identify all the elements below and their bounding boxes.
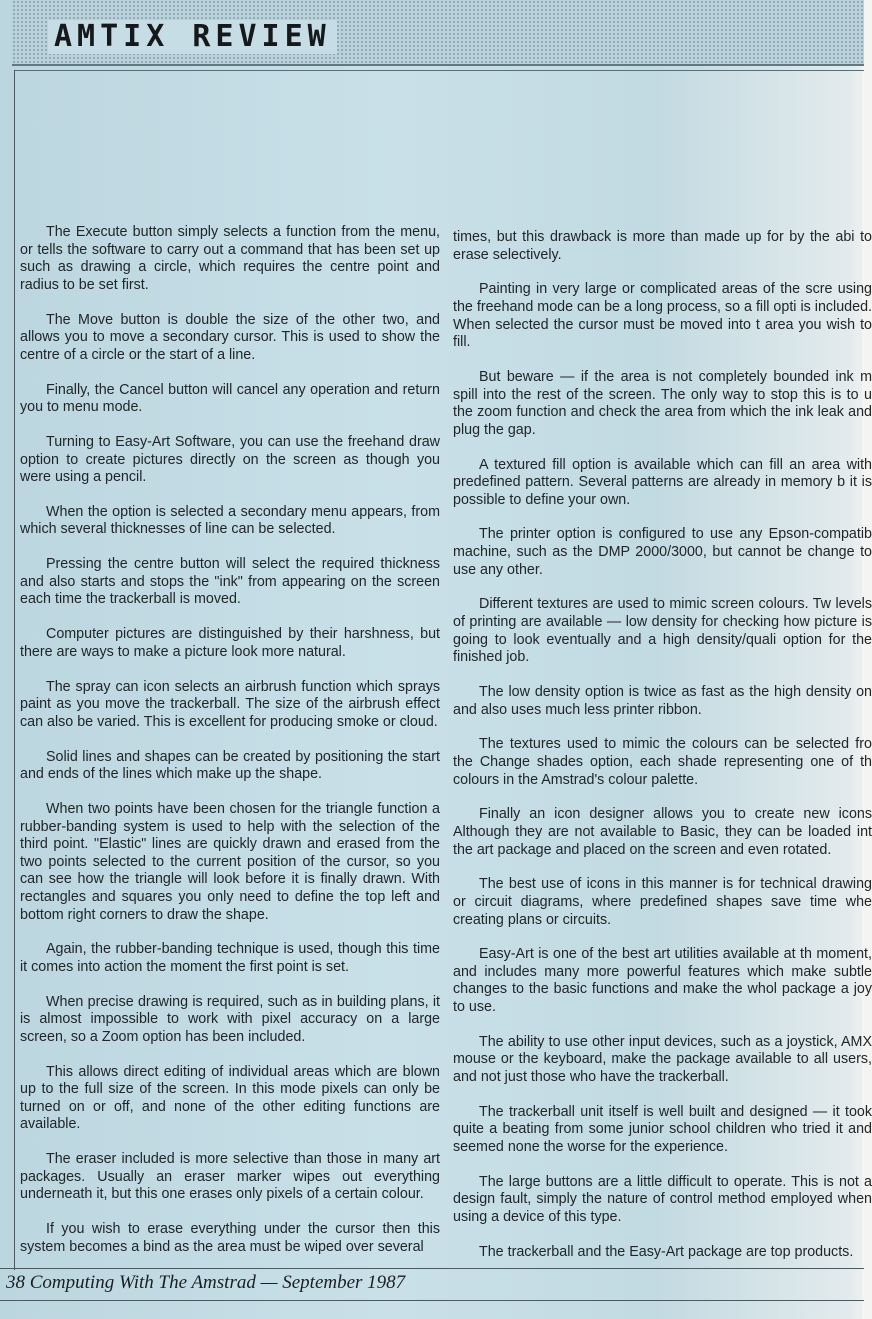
article-paragraph: Finally, the Cancel button will cancel any operation and return you to menu mode.: [20, 381, 440, 416]
article-paragraph: Finally an icon designer allows you to create new icons Although they are not available to Basic, they can be loaded int the art package and placed on the screen and even rotated.: [453, 806, 872, 858]
left-column: [20, 224, 440, 1256]
footer-rule-top: [0, 1268, 864, 1269]
article-paragraph: Easy-Art is one of the best art utilities available at th moment, and includes many more powerful features which make subtle changes to the basic functions and make the whol package a joy to use.: [453, 946, 872, 1016]
article-paragraph: The best use of icons in this manner is for technical drawing or circuit diagrams, where predefined shapes save time whe creating plans or circuits.: [453, 876, 872, 928]
article-paragraph: The low density option is twice as fast as the high density on and also uses much less printer ribbon.: [453, 684, 872, 718]
article-paragraph: times, but this drawback is more than made up for by the abi to erase selectively.: [453, 229, 872, 263]
article-paragraph: Turning to Easy-Art Software, you can use the freehand draw option to create pictures directly on the screen as though you were using a pencil.: [20, 433, 440, 486]
article-paragraph: Solid lines and shapes can be created by positioning the start and ends of the lines which make up the shape.: [20, 748, 440, 783]
article-paragraph: The Execute button simply selects a function from the menu, or tells the software to carry out a command that has been set up such as drawing a circle, which requires the centre point and radius to be set first.: [20, 224, 440, 293]
article-paragraph: Again, the rubber-banding technique is used, though this time it comes into action the moment the first point is set.: [20, 941, 440, 975]
right-column: [453, 229, 872, 1261]
article-paragraph: Computer pictures are distinguished by their harshness, but there are ways to make a picture look more natural.: [20, 626, 440, 660]
left-margin-rule: [14, 70, 15, 1270]
article-paragraph: Different textures are used to mimic screen colours. Tw levels of printing are available — low density for checking how picture is going to look eventually and a high density/quali option for the finished job.: [453, 596, 872, 666]
article-paragraph: The trackerball and the Easy-Art package are top products.: [479, 1243, 854, 1260]
article-paragraph: The trackerball unit itself is well built and designed — it took quite a beating from some junior school children who tried it and seemed none the worse for the experience.: [453, 1103, 872, 1155]
article-paragraph: The ability to use other input devices, such as a joystick, AMX mouse or the keyboard, make the package available to all users, and not just those who have the trackerball.: [453, 1033, 872, 1086]
article-paragraph: But beware — if the area is not completely bounded ink m spill into the rest of the screen. The only way to stop this is to u the zoom function and check the area from which the ink leak and plug the gap.: [453, 368, 872, 438]
article-paragraph: When two points have been chosen for the triangle function a rubber-banding system is used to help with the selection of the third point. "Elastic" lines are quickly drawn and erased from the two points selected to the current position of the cursor, so you can see how the triangle will look before it is finally drawn. With rectangles and squares you only need to define the top left and bottom right corners to draw the shape.: [20, 800, 440, 923]
article-paragraph: A textured fill option is available which can fill an area with predefined pattern. Several patterns are already in memory b it is possible to define your own.: [453, 456, 872, 508]
article-paragraph: This allows direct editing of individual areas which are blown up to the full size of the screen. In this mode pixels can only be turned on or off, and none of the other editing functions are available.: [20, 1063, 440, 1133]
article-paragraph: Painting in very large or complicated areas of the scre using the freehand mode can be a long process, so a fill opti is included. When selected the cursor must be moved into t area you wish to fill.: [453, 281, 872, 351]
footer-rule-bottom: [0, 1300, 864, 1301]
article-paragraph: Pressing the centre button will select the required thickness and also starts and stops the "ink" from appearing on the screen each time the trackerball is moved.: [20, 556, 440, 608]
article-paragraph: When the option is selected a secondary menu appears, from which several thicknesses of line can be selected.: [20, 503, 440, 538]
article-paragraph: When precise drawing is required, such as in building plans, it is almost impossible to work with pixel accuracy on a large screen, so a Zoom option has been included.: [20, 993, 440, 1045]
masthead-title: AMTIX REVIEW: [48, 20, 337, 54]
header-band: [12, 0, 864, 66]
article-paragraph: The eraser included is more selective than those in many art packages. Usually an eraser marker wipes out everything underneath it, but this one erases only pixels of a certain colour.: [20, 1151, 440, 1203]
article-paragraph: The spray can icon selects an airbrush function which sprays paint as you move the trackerball. The size of the airbrush effect can also be varied. This is excellent for producing smoke or cloud.: [20, 678, 440, 730]
article-paragraph: If you wish to erase everything under the cursor then this system becomes a bind as the area must be wiped over several: [20, 1221, 440, 1255]
article-paragraph: The large buttons are a little difficult to operate. This is not a design fault, simply the nature of control method employed when using a device of this type.: [453, 1173, 872, 1225]
article-paragraph: The textures used to mimic the colours can be selected fro the Change shades option, each shade representing one of th colours in the Amstrad's colour palette.: [453, 736, 872, 788]
article-paragraph: The Move button is double the size of the other two, and allows you to move a secondary cursor. This is used to show the centre of a circle or the start of a line.: [20, 311, 440, 363]
article-paragraph: The printer option is configured to use any Epson-compatib machine, such as the DMP 2000/3000, but cannot be change to use any other.: [453, 526, 872, 578]
page-footer: 38 Computing With The Amstrad — September 1987: [6, 1272, 406, 1293]
header-rule: [14, 70, 864, 71]
